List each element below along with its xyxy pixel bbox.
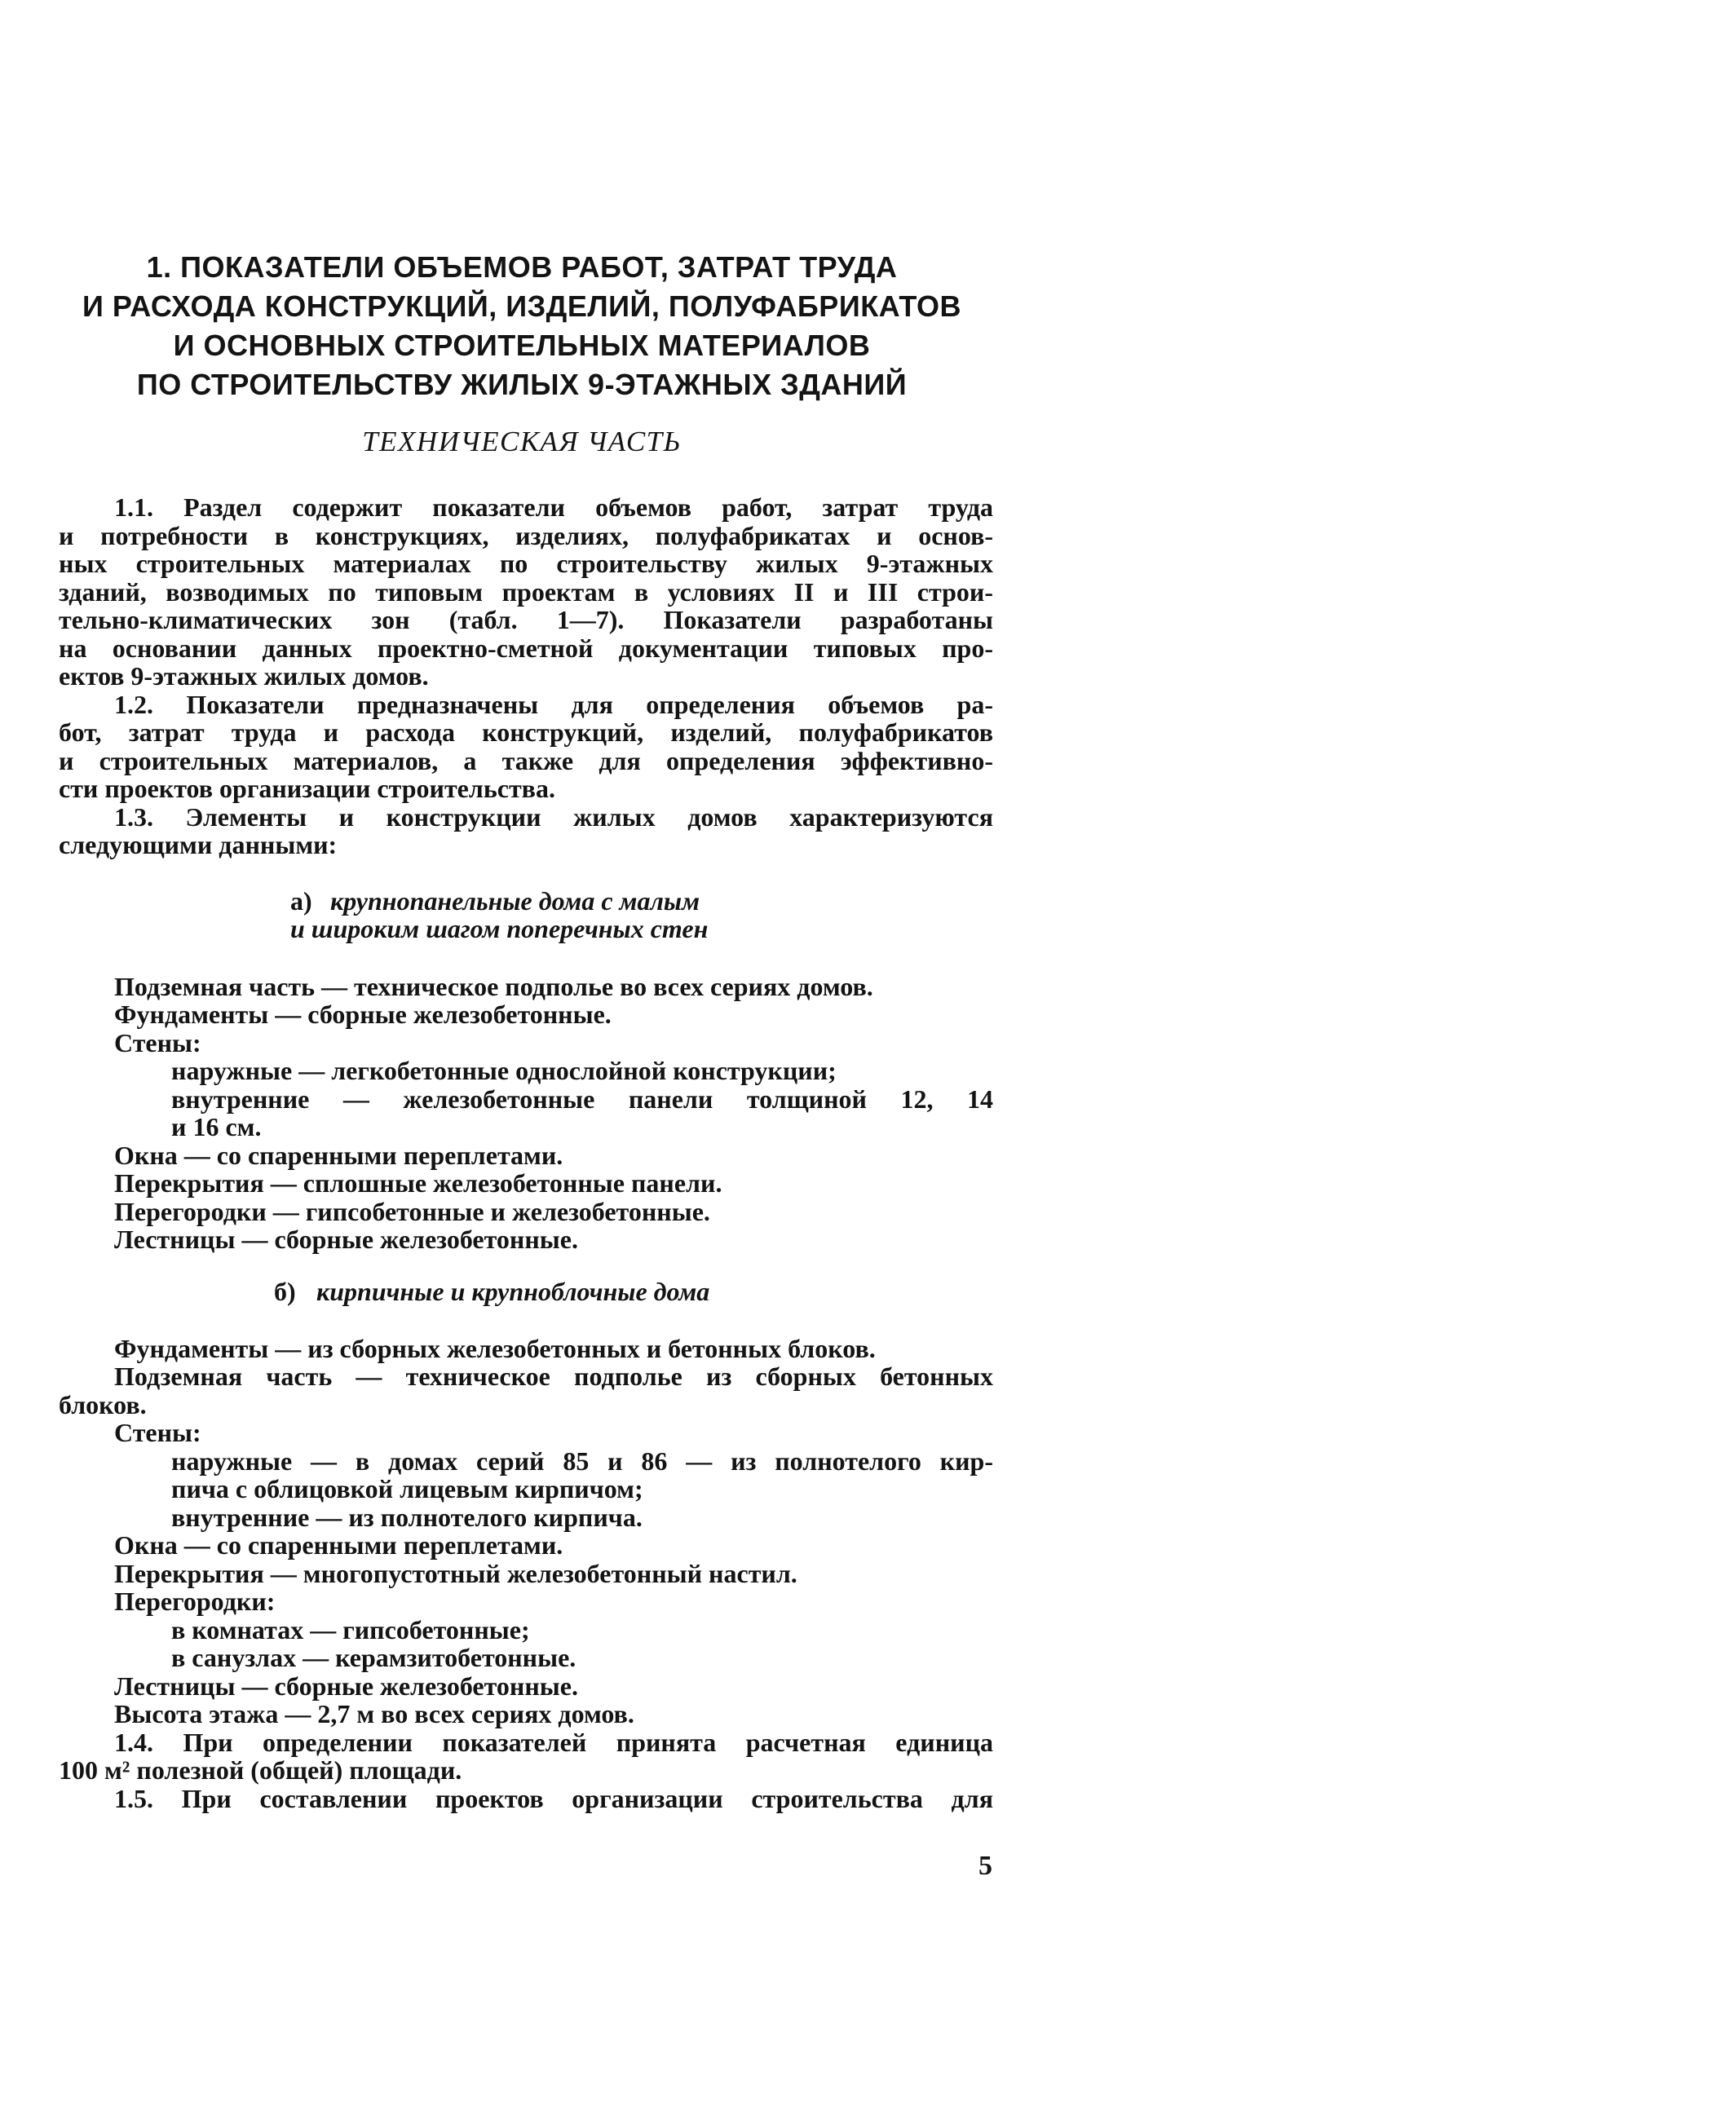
text-line: 1.3. Элементы и конструкции жилых домов характеризуются [114,802,993,832]
subsection-a-title: крупнопанельные дома с малым [330,886,700,916]
text-line: Стены: [114,1418,201,1447]
text-line: и строительных материалов, а также для определения эффективно- [59,746,993,775]
text-line: и потребности в конструкциях, изделиях, полуфабрикатах и основ- [59,521,993,550]
subsection-a-label: а) [290,886,312,916]
text-line: тельно-климатических зон (табл. 1—7). Показатели разработаны [59,605,993,634]
subsection-a-title: и широким шагом поперечных стен [290,914,709,943]
subsection-b-title: кирпичные и крупноблочные дома [316,1277,710,1306]
text-line: следующими данными: [59,830,338,859]
subsection-b-label: б) [274,1277,296,1306]
text-line: Лестницы — сборные железобетонные. [114,1225,578,1254]
text-line: Подземная часть — техническое подполье во всех сериях домов. [114,972,873,1001]
text-line: сти проектов организации строительства. [59,774,555,803]
section-heading-line-1: 1. ПОКАЗАТЕЛИ ОБЪЕМОВ РАБОТ, ЗАТРАТ ТРУДА [146,250,898,284]
subheading: ТЕХНИЧЕСКАЯ ЧАСТЬ [362,426,682,457]
text-line: ектов 9-этажных жилых домов. [59,661,429,691]
text-line: Окна — со спаренными переплетами. [114,1530,563,1560]
text-line: в санузлах — керамзитобетонные. [171,1643,576,1672]
text-line: зданий, возводимых по типовым проектам в условиях II и III строи- [59,577,993,607]
text-line: Высота этажа — 2,7 м во всех сериях домов. [114,1699,634,1728]
text-line: Перекрытия — сплошные железобетонные панели. [114,1168,722,1198]
section-heading-line-2: И РАСХОДА КОНСТРУКЦИЙ, ИЗДЕЛИЙ, ПОЛУФАБРИКАТОВ [82,289,961,323]
text-line: Перегородки — гипсобетонные и железобетонные. [114,1197,710,1226]
page-number: 5 [978,1851,992,1881]
text-line: и 16 см. [171,1112,262,1141]
text-line: внутренние — из полнотелого кирпича. [171,1503,643,1532]
text-line: бот, затрат труда и расхода конструкций, изделий, полуфабрикатов [59,717,993,747]
text-line: в комнатах — гипсобетонные; [171,1615,530,1644]
text-line: 1.4. При определении показателей принята расчетная единица [114,1728,993,1757]
text-line: Лестницы — сборные железобетонные. [114,1671,578,1701]
text-line: 100 м² полезной (общей) площади. [59,1755,462,1785]
text-line: 1.5. При составлении проектов организации строительства для [114,1784,993,1813]
text-line: наружные — в домах серий 85 и 86 — из полнотелого кир- [171,1446,993,1476]
text-line: на основании данных проектно-сметной документации типовых про- [59,633,993,663]
text-line: 1.2. Показатели предназначены для определения объемов ра- [114,690,993,719]
text-line: пича с облицовкой лицевым кирпичом; [171,1474,643,1503]
text-line: Стены: [114,1028,201,1057]
section-heading-line-4: ПО СТРОИТЕЛЬСТВУ ЖИЛЫХ 9-ЭТАЖНЫХ ЗДАНИЙ [136,368,908,401]
text-line: ных строительных материалах по строительству жилых 9-этажных [59,549,993,578]
text-line: Подземная часть — техническое подполье из сборных бетонных [114,1362,993,1391]
text-line: внутренние — железобетонные панели толщиной 12, 14 [171,1084,993,1114]
text-line: Фундаменты — сборные железобетонные. [114,1000,612,1029]
text-line: Фундаменты — из сборных железобетонных и бетонных блоков. [114,1334,876,1363]
text-line: Перекрытия — многопустотный железобетонный настил. [114,1559,797,1588]
text-line: наружные — легкобетонные однослойной конструкции; [171,1056,837,1085]
text-line: 1.1. Раздел содержит показатели объемов работ, затрат труда [114,492,993,522]
text-line: Окна — со спаренными переплетами. [114,1141,563,1170]
text-line: Перегородки: [114,1587,276,1616]
section-heading-line-3: И ОСНОВНЫХ СТРОИТЕЛЬНЫХ МАТЕРИАЛОВ [173,329,871,362]
text-line: блоков. [59,1390,147,1419]
